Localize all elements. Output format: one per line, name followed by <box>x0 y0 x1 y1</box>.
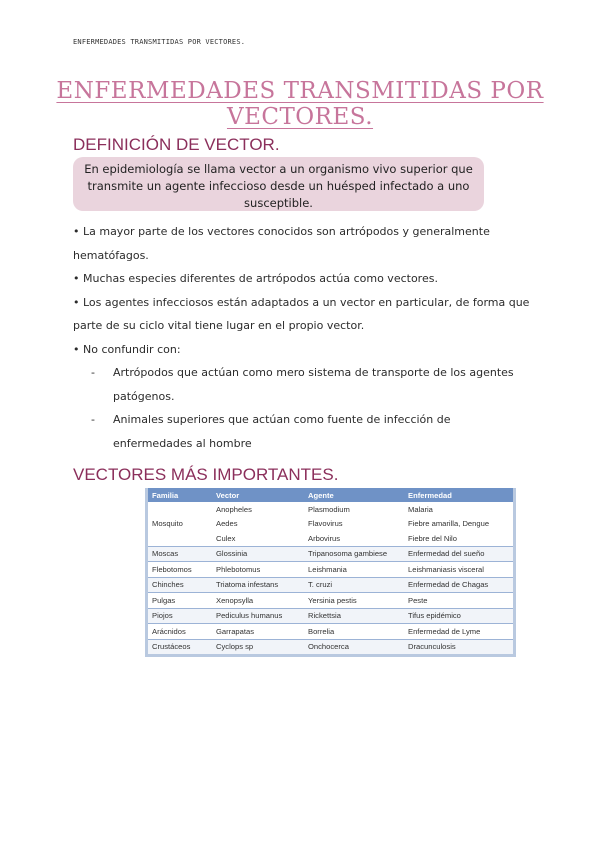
table-cell: Malaria <box>404 502 515 517</box>
definition-heading: DEFINICIÓN DE VECTOR. <box>73 135 280 154</box>
vectors-heading: VECTORES MÁS IMPORTANTES. <box>73 465 339 484</box>
table-row <box>147 593 515 609</box>
table-cell: Tripanosoma gambiese <box>304 546 404 562</box>
col-header-enfermedad: Enfermedad <box>404 488 515 502</box>
definition-text: En epidemiología se llama vector a un organismo vivo superior que transmite un agente infeccioso desde un huésped infectado a uno susceptible. <box>84 162 473 210</box>
table-cell: Flebotomos <box>147 562 213 578</box>
body-text <box>73 220 533 455</box>
table-cell: Fiebre amarilla, Dengue <box>404 517 515 532</box>
table-cell: Pediculus humanus <box>212 608 304 624</box>
table-cell: Borrelia <box>304 624 404 640</box>
table-cell: Chinches <box>147 577 213 593</box>
table-header-row <box>147 488 515 502</box>
bullet-item: • La mayor parte de los vectores conocidos son artrópodos y generalmente hematófagos. <box>73 225 490 262</box>
table-cell: Enfermedad del sueño <box>404 546 515 562</box>
table-cell: Anopheles <box>212 502 304 517</box>
table-cell: Plasmodium <box>304 502 404 517</box>
table-cell: Culex <box>212 531 304 546</box>
table-cell: Peste <box>404 593 515 609</box>
table-row <box>147 577 515 593</box>
table-cell-familia: Mosquito <box>147 502 213 546</box>
col-header-agente: Agente <box>304 488 404 502</box>
table-cell: Cyclops sp <box>212 639 304 656</box>
sub-bullet-item: - Animales superiores que actúan como fuente de infección de enfermedades al hombre <box>91 413 451 450</box>
table-cell: Enfermedad de Lyme <box>404 624 515 640</box>
table-cell: Phlebotomus <box>212 562 304 578</box>
table-cell: Xenopsylla <box>212 593 304 609</box>
table-cell: Onchocerca <box>304 639 404 656</box>
bullet-item: • Los agentes infecciosos están adaptados a un vector en particular, de forma que parte de su ciclo vital tiene lugar en el propio vector. <box>73 295 530 332</box>
table-cell: Tifus epidémico <box>404 608 515 624</box>
table-cell: Arbovirus <box>304 531 404 546</box>
bullet-item: • No confundir con: <box>73 342 181 356</box>
table-row <box>147 546 515 562</box>
col-header-vector: Vector <box>212 488 304 502</box>
table-cell: Triatoma infestans <box>212 577 304 593</box>
vectors-table <box>145 488 516 657</box>
table-cell: Arácnidos <box>147 624 213 640</box>
table-cell: Rickettsia <box>304 608 404 624</box>
table-cell: Leishmania <box>304 562 404 578</box>
page-header-label: ENFERMEDADES TRANSMITIDAS POR VECTORES. <box>73 38 246 46</box>
sub-bullet-item: - Artrópodos que actúan como mero sistema de transporte de los agentes patógenos. <box>91 366 514 403</box>
table-cell: Leishmaniasis visceral <box>404 562 515 578</box>
bullet-item: • Muchas especies diferentes de artrópodos actúa como vectores. <box>73 272 438 285</box>
definition-box <box>73 157 484 211</box>
table-cell: Moscas <box>147 546 213 562</box>
table-cell: Aedes <box>212 517 304 532</box>
table-cell: Glossinia <box>212 546 304 562</box>
table-cell: Pulgas <box>147 593 213 609</box>
table-row <box>147 608 515 624</box>
table-row <box>147 639 515 656</box>
table-cell: Crustáceos <box>147 639 213 656</box>
table-cell: Dracunculosis <box>404 639 515 656</box>
table-row <box>147 624 515 640</box>
table-cell: Garrapatas <box>212 624 304 640</box>
table-cell: Enfermedad de Chagas <box>404 577 515 593</box>
document-title: ENFERMEDADES TRANSMITIDAS POR VECTORES. <box>56 78 544 130</box>
table-row <box>147 502 515 517</box>
table-cell: Flavovirus <box>304 517 404 532</box>
table-cell: Yersinia pestis <box>304 593 404 609</box>
table-cell: T. cruzi <box>304 577 404 593</box>
table-row <box>147 562 515 578</box>
col-header-familia: Familia <box>147 488 213 502</box>
table-cell: Fiebre del Nilo <box>404 531 515 546</box>
table-cell: Piojos <box>147 608 213 624</box>
